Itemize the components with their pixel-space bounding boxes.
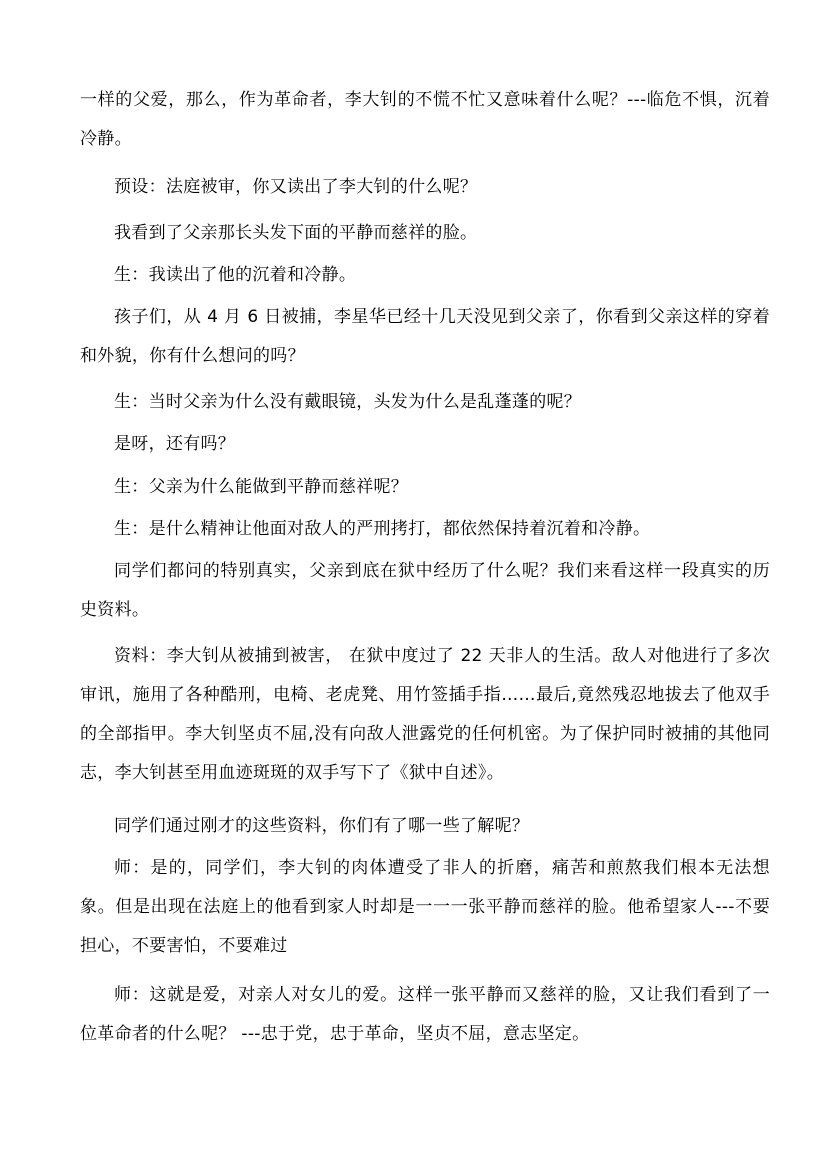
paragraph-2: 预设：法庭被审，你又读出了李大钊的什么呢？	[114, 177, 478, 197]
paragraph-8: 生：父亲为什么能做到平静而慈祥呢？	[114, 477, 409, 497]
paragraph-10: 同学们都问的特别真实，父亲到底在狱中经历了什么呢？我们来看这样一段真实的历史资料。	[80, 561, 770, 620]
paragraph-12: 同学们通过刚才的这些资料，你们有了哪一些了解呢？	[114, 816, 530, 836]
paragraph-6: 生：当时父亲为什么没有戴眼镜，头发为什么是乱蓬蓬的呢？	[114, 392, 582, 412]
paragraph-3: 我看到了父亲那长头发下面的平静而慈祥的脸。	[114, 223, 478, 243]
paragraph-11: 资料：李大钊从被捕到被害， 在狱中度过了 22 天非人的生活。敌人对他进行了多次审讯，施用了各种酷刑，电椅、老虎凳、用竹签插手指……最后,竟然残忍地拔去了他双手的全部指甲。李大钊坚贞不屈,没有向敌人泄露党的任何机密。为了保护同时被捕的其他同志，李大钊甚至用血迹斑斑的双手写下了《狱中自述》。	[80, 646, 770, 783]
paragraph-14: 师：这就是爱，对亲人对女儿的爱。这样一张平静而又慈祥的脸，又让我们看到了一位革命者的什么呢？ ---忠于党，忠于革命，坚贞不屈，意志坚定。	[80, 985, 770, 1044]
paragraph-7: 是呀，还有吗？	[114, 434, 236, 454]
paragraph-13: 师：是的，同学们，李大钊的肉体遭受了非人的折磨，痛苦和煎熬我们根本无法想象。但是出现在法庭上的他看到家人时却是一一一张平静而慈祥的脸。他希望家人---不要担心，不要害怕，不要难过	[80, 858, 770, 956]
paragraph-1: 一样的父爱，那么，作为革命者，李大钊的不慌不忙又意味着什么呢？---临危不惧，沉着冷静。	[80, 90, 770, 149]
paragraph-9: 生：是什么精神让他面对敌人的严刑拷打，都依然保持着沉着和冷静。	[114, 519, 651, 539]
paragraph-4: 生：我读出了他的沉着和冷静。	[114, 265, 357, 285]
paragraph-5: 孩子们，从 4 月 6 日被捕，李星华已经十几天没见到父亲了，你看到父亲这样的穿着和外貌，你有什么想问的吗？	[80, 307, 770, 366]
